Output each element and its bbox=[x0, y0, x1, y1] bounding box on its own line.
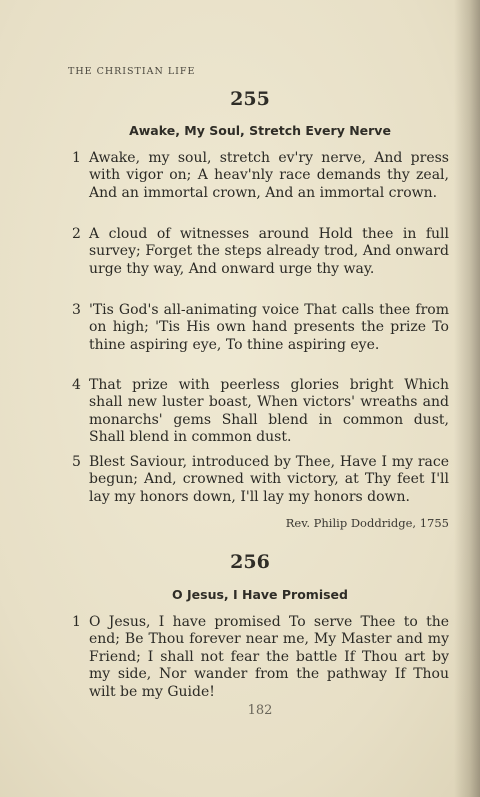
stanza-text: 'Tis God's all-animating voice That calls thee from on high; 'Tis His own hand presents the prize To thine aspiring eye, To thine aspiring eye. bbox=[89, 302, 449, 353]
attribution-255: Rev. Philip Doddridge, 1755 bbox=[285, 516, 449, 530]
stanza-text: Awake, my soul, stretch ev'ry nerve, And press with vigor on; A heav'nly race demands thy zeal, And an immortal crown, And an immortal crown. bbox=[89, 150, 449, 201]
running-head: THE CHRISTIAN LIFE bbox=[68, 66, 196, 77]
stanza-text: O Jesus, I have promised To serve Thee to the end; Be Thou forever near me, My Master and my Friend; I shall not fear the battle If Thou art by my side, Nor wander from the pathway If Thou wilt be my Guide! bbox=[89, 614, 449, 700]
stanza-number: 2 bbox=[72, 226, 81, 242]
hymn-title-256: O Jesus, I Have Promised bbox=[172, 587, 348, 602]
stanza-number: 3 bbox=[72, 302, 81, 318]
stanza-text: A cloud of witnesses around Hold thee in full survey; Forget the steps already trod, And onward urge thy way, And onward urge thy way. bbox=[89, 226, 449, 277]
page-gutter-shadow bbox=[454, 0, 480, 797]
stanza-text: That prize with peerless glories bright Which shall new luster boast, When victors' wreaths and monarchs' gems Shall blend in common dust, Shall blend in common dust. bbox=[89, 377, 449, 446]
stanza-number: 4 bbox=[72, 377, 81, 393]
stanza-number: 1 bbox=[72, 614, 81, 630]
hymn-number-255: 255 bbox=[230, 88, 270, 110]
page-number: 182 bbox=[247, 703, 273, 718]
stanza-number: 1 bbox=[72, 150, 81, 166]
hymn-title-255: Awake, My Soul, Stretch Every Nerve bbox=[129, 123, 391, 138]
stanza-text: Blest Saviour, introduced by Thee, Have I my race begun; And, crowned with victory, at Thy feet I'll lay my honors down, I'll lay my honors down. bbox=[89, 454, 449, 505]
hymn-number-256: 256 bbox=[230, 551, 270, 573]
stanza-number: 5 bbox=[72, 454, 81, 470]
